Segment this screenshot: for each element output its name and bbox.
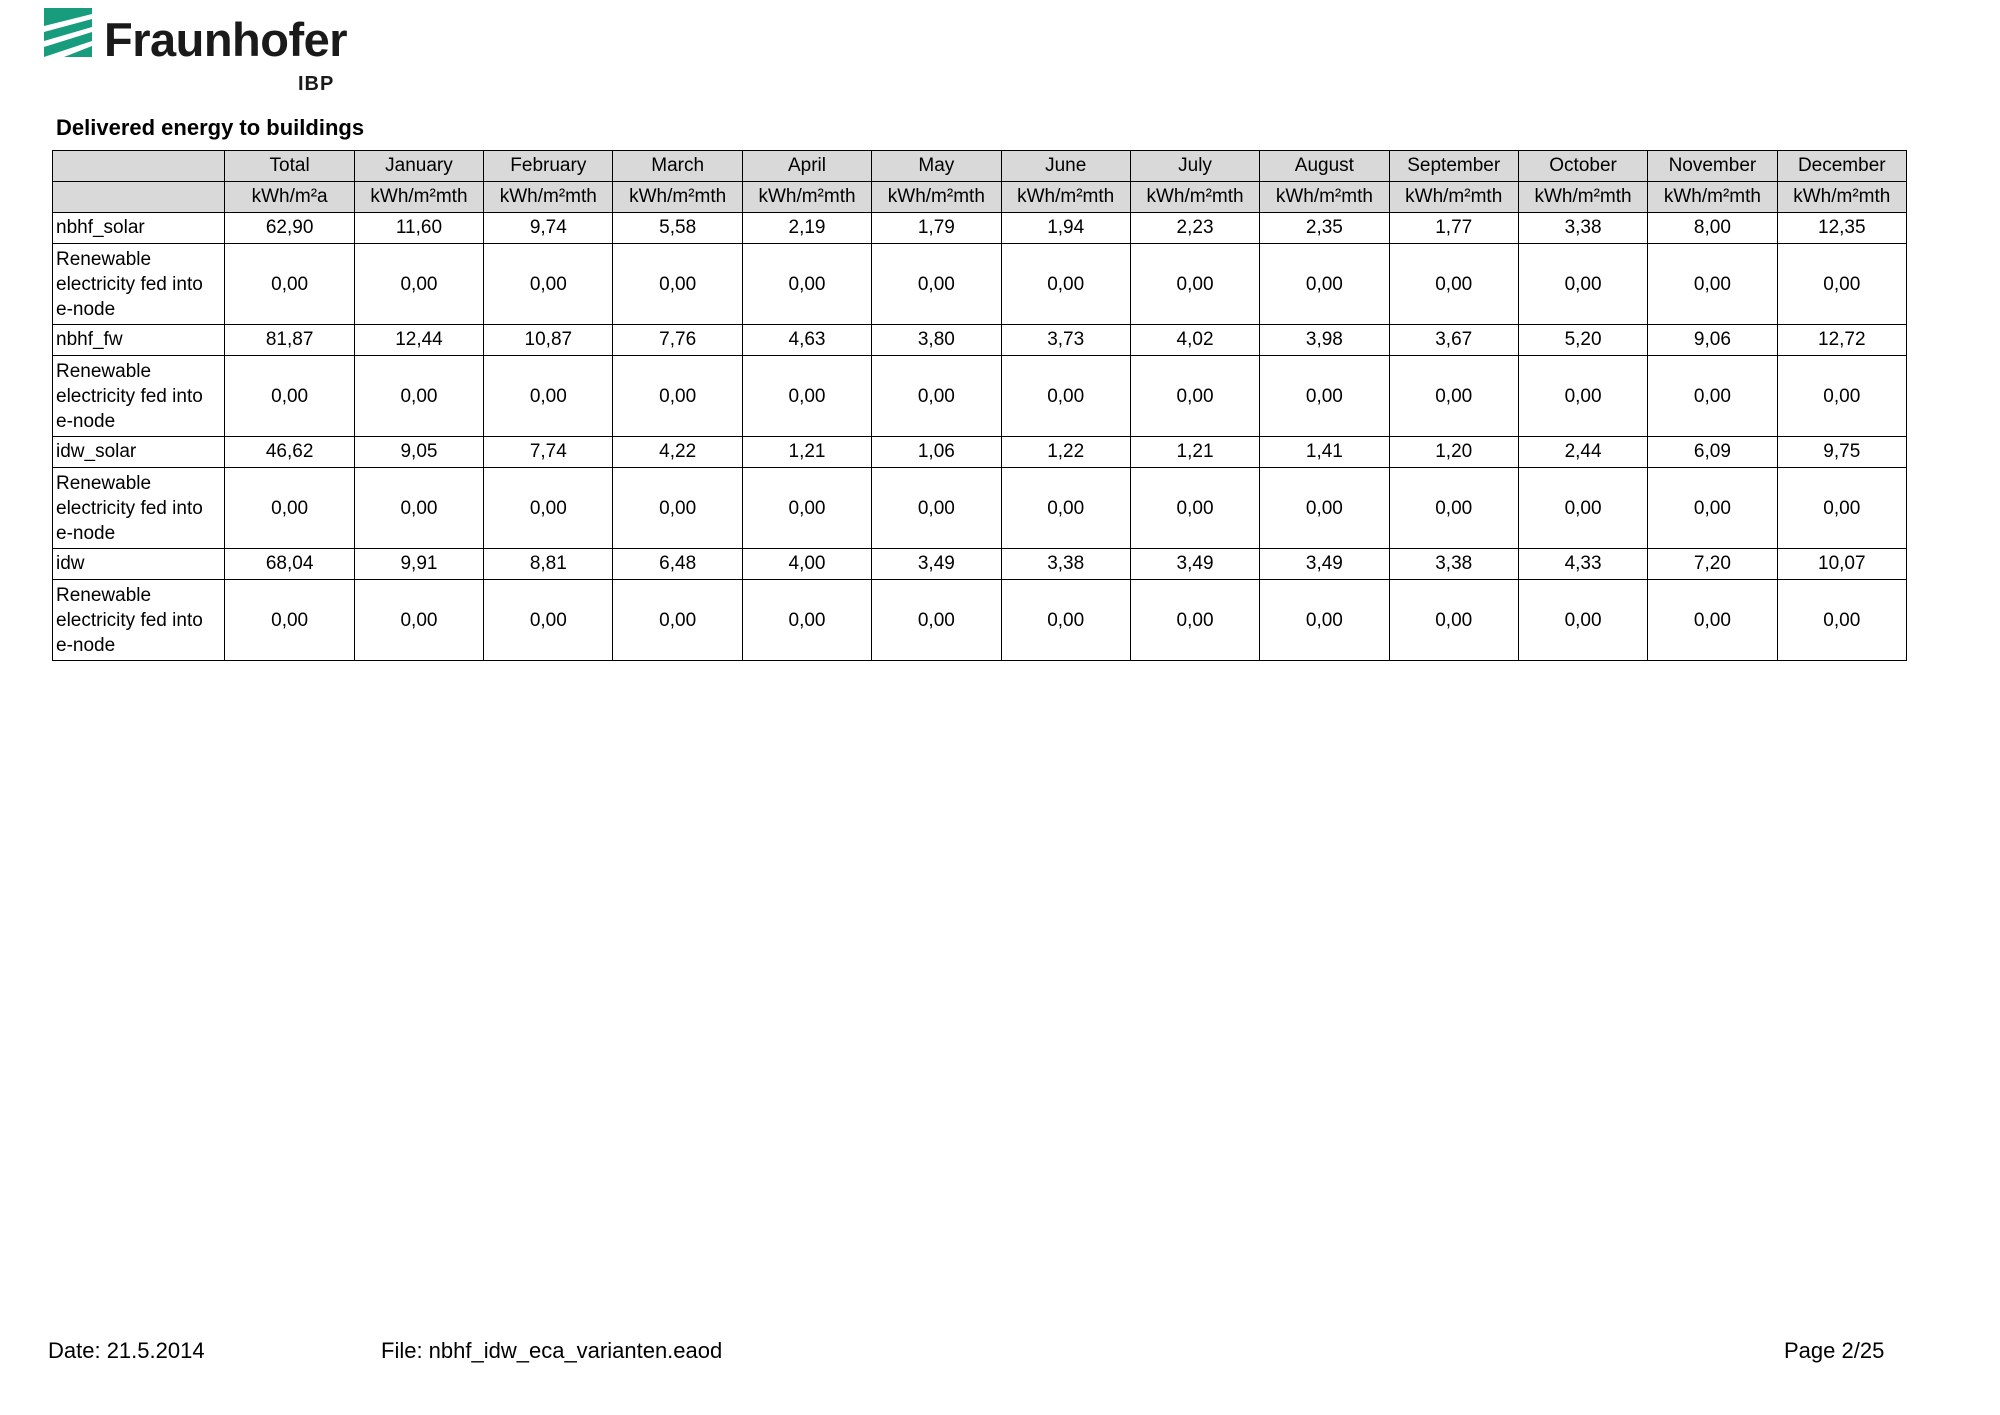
header-cell (53, 151, 225, 182)
value-cell: 0,00 (1130, 356, 1259, 437)
value-cell: 3,49 (1260, 549, 1389, 580)
unit-cell: kWh/m²mth (613, 182, 742, 213)
value-cell: 4,02 (1130, 325, 1259, 356)
value-cell: 0,00 (1001, 580, 1130, 661)
header-cell: July (1130, 151, 1259, 182)
unit-cell: kWh/m²mth (1260, 182, 1389, 213)
header-cell: November (1648, 151, 1777, 182)
value-cell: 2,44 (1518, 437, 1647, 468)
value-cell: 0,00 (484, 244, 613, 325)
row-label: Renewable electricity fed into e-node (53, 244, 225, 325)
value-cell: 0,00 (613, 356, 742, 437)
value-cell: 0,00 (613, 468, 742, 549)
value-cell: 0,00 (354, 468, 483, 549)
value-cell: 0,00 (1260, 468, 1389, 549)
row-label: Renewable electricity fed into e-node (53, 468, 225, 549)
energy-table (52, 150, 1907, 661)
value-cell: 0,00 (225, 356, 354, 437)
month-header-row (53, 151, 1907, 182)
unit-cell: kWh/m²mth (1389, 182, 1518, 213)
value-cell: 7,76 (613, 325, 742, 356)
value-cell: 0,00 (354, 244, 483, 325)
value-cell: 0,00 (742, 356, 871, 437)
value-cell: 3,98 (1260, 325, 1389, 356)
value-cell: 0,00 (1130, 244, 1259, 325)
value-cell: 3,80 (872, 325, 1001, 356)
value-cell: 10,07 (1777, 549, 1906, 580)
value-cell: 3,73 (1001, 325, 1130, 356)
value-cell: 3,38 (1389, 549, 1518, 580)
value-cell: 0,00 (225, 580, 354, 661)
row-label: nbhf_fw (53, 325, 225, 356)
value-cell: 1,77 (1389, 213, 1518, 244)
row-label: Renewable electricity fed into e-node (53, 356, 225, 437)
value-cell: 68,04 (225, 549, 354, 580)
value-cell: 0,00 (225, 468, 354, 549)
value-cell: 8,00 (1648, 213, 1777, 244)
value-cell: 8,81 (484, 549, 613, 580)
value-cell: 9,74 (484, 213, 613, 244)
value-cell: 1,22 (1001, 437, 1130, 468)
value-cell: 0,00 (742, 580, 871, 661)
unit-cell: kWh/m²a (225, 182, 354, 213)
value-cell: 0,00 (1001, 468, 1130, 549)
value-cell: 0,00 (1777, 244, 1906, 325)
value-cell: 0,00 (872, 356, 1001, 437)
table-row (53, 325, 1907, 356)
row-label: nbhf_solar (53, 213, 225, 244)
value-cell: 9,75 (1777, 437, 1906, 468)
value-cell: 12,44 (354, 325, 483, 356)
value-cell: 1,79 (872, 213, 1001, 244)
header-cell: August (1260, 151, 1389, 182)
value-cell: 1,21 (742, 437, 871, 468)
value-cell: 2,35 (1260, 213, 1389, 244)
table-row (53, 356, 1907, 437)
value-cell: 0,00 (354, 356, 483, 437)
value-cell: 81,87 (225, 325, 354, 356)
value-cell: 0,00 (742, 468, 871, 549)
value-cell: 1,21 (1130, 437, 1259, 468)
value-cell: 0,00 (1777, 580, 1906, 661)
value-cell: 0,00 (1648, 468, 1777, 549)
table-row (53, 580, 1907, 661)
value-cell: 0,00 (354, 580, 483, 661)
value-cell: 2,19 (742, 213, 871, 244)
table-row (53, 468, 1907, 549)
value-cell: 0,00 (1260, 580, 1389, 661)
value-cell: 0,00 (613, 244, 742, 325)
table-row (53, 549, 1907, 580)
value-cell: 9,06 (1648, 325, 1777, 356)
value-cell: 0,00 (872, 244, 1001, 325)
value-cell: 0,00 (1389, 244, 1518, 325)
value-cell: 7,74 (484, 437, 613, 468)
value-cell: 46,62 (225, 437, 354, 468)
header-cell: May (872, 151, 1001, 182)
value-cell: 2,23 (1130, 213, 1259, 244)
value-cell: 0,00 (1389, 468, 1518, 549)
value-cell: 12,72 (1777, 325, 1906, 356)
value-cell: 0,00 (484, 580, 613, 661)
value-cell: 5,20 (1518, 325, 1647, 356)
value-cell: 3,38 (1001, 549, 1130, 580)
value-cell: 0,00 (484, 468, 613, 549)
value-cell: 6,09 (1648, 437, 1777, 468)
value-cell: 4,63 (742, 325, 871, 356)
value-cell: 0,00 (225, 244, 354, 325)
value-cell: 0,00 (1648, 580, 1777, 661)
value-cell: 10,87 (484, 325, 613, 356)
value-cell: 0,00 (742, 244, 871, 325)
value-cell: 3,38 (1518, 213, 1647, 244)
fraunhofer-logo-mark-icon (44, 8, 92, 57)
value-cell: 0,00 (1389, 356, 1518, 437)
header-cell: February (484, 151, 613, 182)
row-label: idw_solar (53, 437, 225, 468)
value-cell: 9,05 (354, 437, 483, 468)
unit-cell: kWh/m²mth (1518, 182, 1647, 213)
value-cell: 0,00 (1260, 244, 1389, 325)
footer-date: Date: 21.5.2014 (48, 1338, 205, 1363)
value-cell: 4,33 (1518, 549, 1647, 580)
value-cell: 0,00 (1389, 580, 1518, 661)
value-cell: 0,00 (1518, 580, 1647, 661)
value-cell: 0,00 (613, 580, 742, 661)
header-cell: March (613, 151, 742, 182)
table-row (53, 437, 1907, 468)
value-cell: 1,06 (872, 437, 1001, 468)
value-cell: 0,00 (1001, 356, 1130, 437)
value-cell: 3,49 (1130, 549, 1259, 580)
value-cell: 4,00 (742, 549, 871, 580)
value-cell: 0,00 (1130, 580, 1259, 661)
value-cell: 0,00 (1777, 356, 1906, 437)
value-cell: 0,00 (872, 580, 1001, 661)
footer-page: Page 2/25 (1784, 1338, 1885, 1363)
value-cell: 6,48 (613, 549, 742, 580)
unit-cell: kWh/m²mth (484, 182, 613, 213)
unit-cell (53, 182, 225, 213)
brand-name: Fraunhofer (104, 13, 348, 66)
value-cell: 11,60 (354, 213, 483, 244)
unit-cell: kWh/m²mth (354, 182, 483, 213)
brand-sub: IBP (298, 73, 335, 95)
header-cell: September (1389, 151, 1518, 182)
row-label: idw (53, 549, 225, 580)
unit-cell: kWh/m²mth (1130, 182, 1259, 213)
value-cell: 0,00 (1518, 468, 1647, 549)
value-cell: 4,22 (613, 437, 742, 468)
table-row (53, 213, 1907, 244)
value-cell: 0,00 (1777, 468, 1906, 549)
unit-cell: kWh/m²mth (1001, 182, 1130, 213)
value-cell: 1,20 (1389, 437, 1518, 468)
unit-cell: kWh/m²mth (742, 182, 871, 213)
header-cell: April (742, 151, 871, 182)
unit-cell: kWh/m²mth (1777, 182, 1906, 213)
row-label: Renewable electricity fed into e-node (53, 580, 225, 661)
footer-file: File: nbhf_idw_eca_varianten.eaod (381, 1338, 723, 1363)
unit-cell: kWh/m²mth (1648, 182, 1777, 213)
value-cell: 62,90 (225, 213, 354, 244)
unit-cell: kWh/m²mth (872, 182, 1001, 213)
value-cell: 0,00 (1260, 356, 1389, 437)
value-cell: 7,20 (1648, 549, 1777, 580)
value-cell: 0,00 (1648, 356, 1777, 437)
header-cell: December (1777, 151, 1906, 182)
table-row (53, 244, 1907, 325)
value-cell: 0,00 (1001, 244, 1130, 325)
value-cell: 1,94 (1001, 213, 1130, 244)
unit-header-row (53, 182, 1907, 213)
value-cell: 0,00 (1648, 244, 1777, 325)
value-cell: 3,67 (1389, 325, 1518, 356)
header-cell: January (354, 151, 483, 182)
value-cell: 0,00 (1130, 468, 1259, 549)
page-title: Delivered energy to buildings (56, 115, 365, 140)
header-cell: Total (225, 151, 354, 182)
table-body (53, 213, 1907, 661)
header-cell: October (1518, 151, 1647, 182)
header-cell: June (1001, 151, 1130, 182)
value-cell: 0,00 (872, 468, 1001, 549)
value-cell: 0,00 (1518, 356, 1647, 437)
value-cell: 5,58 (613, 213, 742, 244)
value-cell: 3,49 (872, 549, 1001, 580)
value-cell: 9,91 (354, 549, 483, 580)
value-cell: 0,00 (1518, 244, 1647, 325)
value-cell: 1,41 (1260, 437, 1389, 468)
fraunhofer-logo (44, 8, 364, 95)
value-cell: 12,35 (1777, 213, 1906, 244)
value-cell: 0,00 (484, 356, 613, 437)
